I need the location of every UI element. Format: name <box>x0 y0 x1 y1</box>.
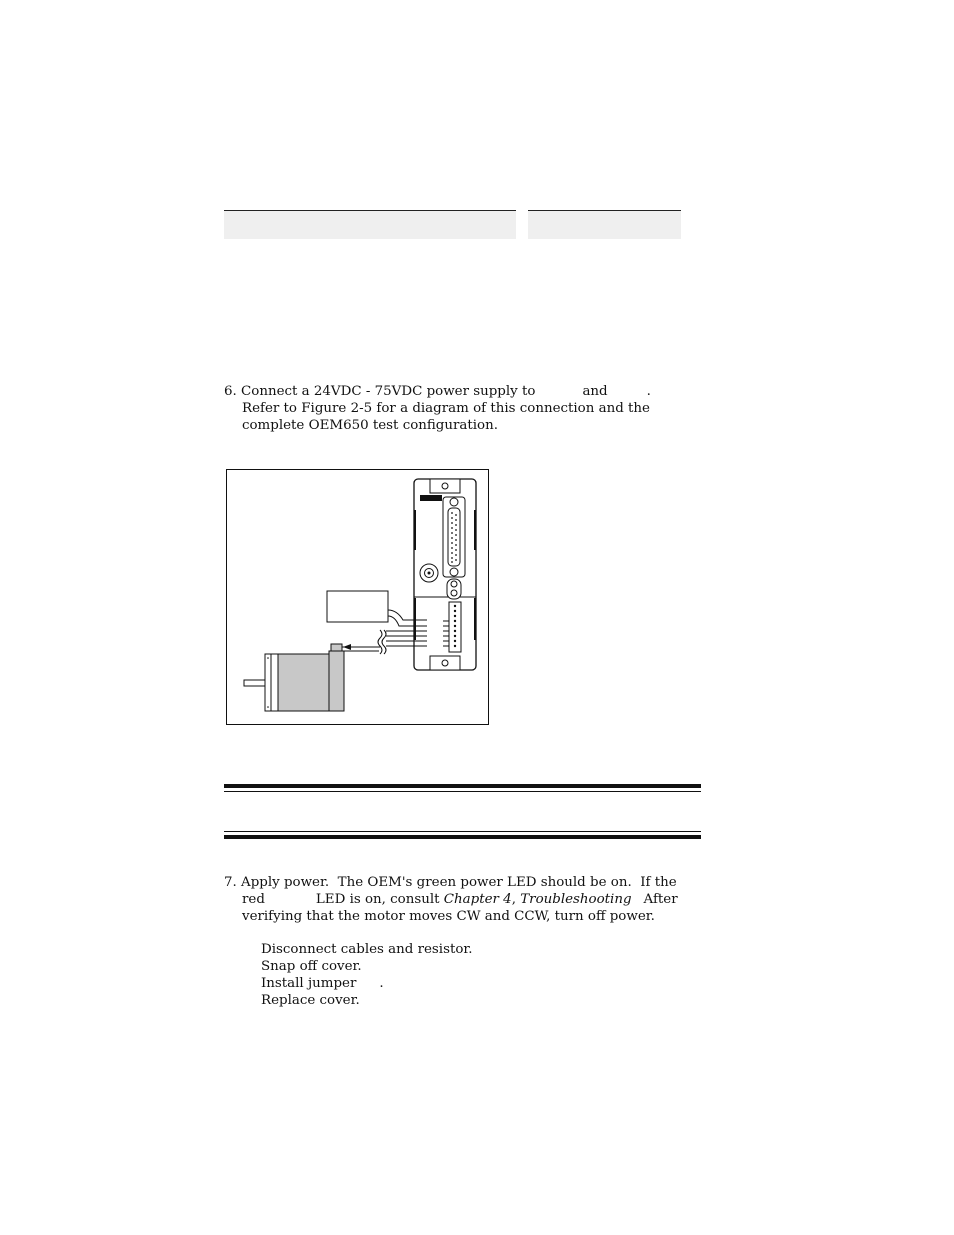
step-7-text-consult: LED is on, consult <box>315 892 440 907</box>
chapter-reference: Chapter 4 <box>443 892 512 907</box>
step-6-line-2: Refer to Figure 2-5 for a diagram of this connection and the <box>242 401 650 416</box>
step-7-line-3: verifying that the motor moves CW and CCW, turn off power. <box>242 909 655 924</box>
substep-item <box>224 975 473 992</box>
step-7-text-after: After <box>643 892 678 907</box>
step-7-text-comma: , <box>511 892 516 907</box>
power-supply-box <box>327 591 388 622</box>
stepper-motor <box>244 644 344 711</box>
step-6-line-1 <box>224 383 651 400</box>
substep-jumper-period: . <box>379 976 384 991</box>
header-bar-left <box>224 210 516 239</box>
figure-drawing <box>227 470 490 726</box>
rule-bottom-thick <box>224 835 701 839</box>
arrow-head <box>343 644 351 650</box>
step-6-text-a: 6. Connect a 24VDC - 75VDC power supply to <box>224 384 536 399</box>
test-configuration-figure <box>226 469 489 725</box>
substep-item: Snap off cover. <box>261 959 362 974</box>
substeps-list <box>224 941 473 1009</box>
step-7-text-red: red <box>242 892 265 907</box>
substep-item: Disconnect cables and resistor. <box>261 942 473 957</box>
rule-bottom-thin <box>224 831 701 832</box>
troubleshooting-reference: Troubleshooting <box>520 892 632 907</box>
substep-item: Replace cover. <box>261 993 360 1008</box>
rule-top-thin <box>224 791 701 792</box>
step-7-line-1: 7. Apply power. The OEM's green power LED should be on. If the <box>224 875 677 890</box>
step-7-line-2 <box>224 891 678 908</box>
step-6-line-3: complete OEM650 test configuration. <box>242 418 498 433</box>
rule-top-thick <box>224 784 701 788</box>
step-6-paragraph <box>224 383 651 434</box>
substep-jumper-text: Install jumper <box>261 976 357 991</box>
header-bar-right <box>528 210 681 239</box>
step-6-text-period: . <box>646 384 651 399</box>
step-6-text-and: and <box>582 384 608 399</box>
step-7-paragraph <box>224 874 678 925</box>
